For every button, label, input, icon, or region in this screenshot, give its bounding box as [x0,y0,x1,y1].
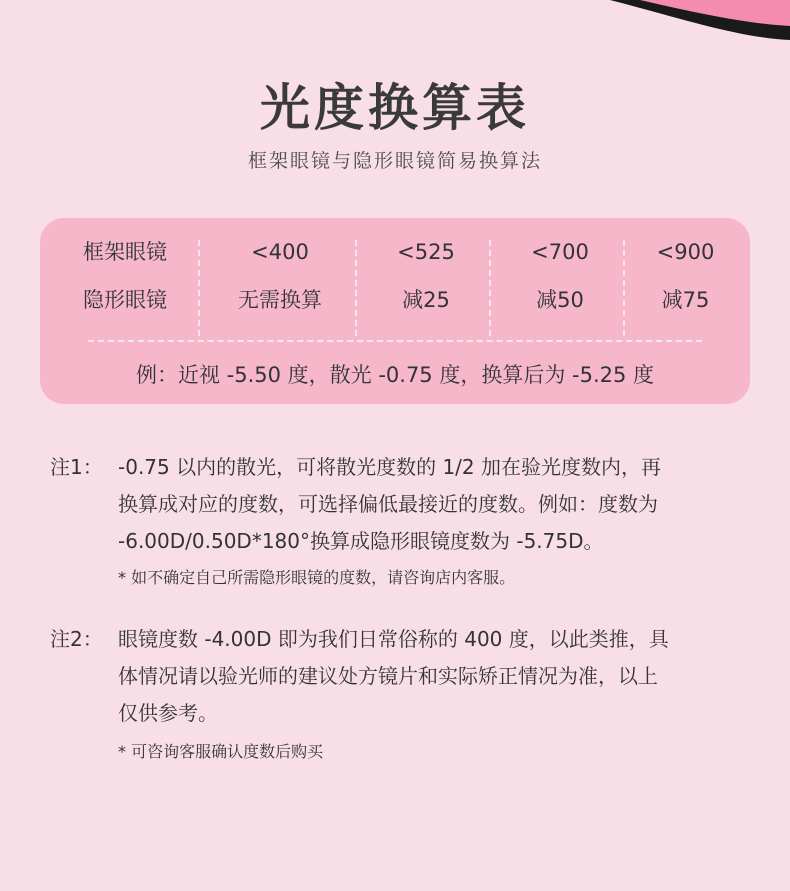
note-text-line: -0.75 以内的散光，可将散光度数的 1/2 加在验光度数内，再 [118,455,662,479]
note-label: 注1： [50,455,103,479]
table-row-contact-lens [40,282,750,318]
row-header-contact: 隐形眼镜 [83,288,167,312]
row-divider [88,340,702,342]
column-divider [198,240,200,336]
decorative-corner [0,0,790,60]
page-subtitle: 框架眼镜与隐形眼镜简易换算法 [247,150,542,172]
note-footnote: * 如不确定自己所需隐形眼镜的度数，请咨询店内客服。 [118,568,516,587]
note-text-line: 体情况请以验光师的建议处方镜片和实际矫正情况为准，以上 [118,664,658,688]
column-divider [623,240,625,336]
note-text-line: -6.00D/0.50D*180°换算成隐形眼镜度数为 -5.75D。 [118,529,604,553]
table-cell: 无需换算 [238,288,322,312]
table-cell: 减25 [402,288,450,312]
column-divider [355,240,357,336]
table-cell: <400 [251,240,309,264]
page-title: 光度换算表 [260,79,530,137]
table-cell: <525 [397,240,455,264]
note-text-line: 眼镜度数 -4.00D 即为我们日常俗称的 400 度，以此类推，具 [118,627,669,651]
table-cell: 减50 [536,288,584,312]
conversion-example: 例：近视 -5.50 度，散光 -0.75 度，换算后为 -5.25 度 [135,363,655,387]
table-cell: <700 [531,240,589,264]
note-label: 注2： [50,627,103,651]
column-divider [489,240,491,336]
note-text-line: 仅供参考。 [118,701,218,725]
table-row-frame-glasses [40,234,750,270]
row-header-frame: 框架眼镜 [83,240,167,264]
note-footnote: * 可咨询客服确认度数后购买 [118,742,324,761]
conversion-table [40,218,750,404]
table-cell: 减75 [661,288,710,312]
table-cell: <900 [656,240,715,264]
note-text-line: 换算成对应的度数，可选择偏低最接近的度数。例如：度数为 [118,492,658,516]
